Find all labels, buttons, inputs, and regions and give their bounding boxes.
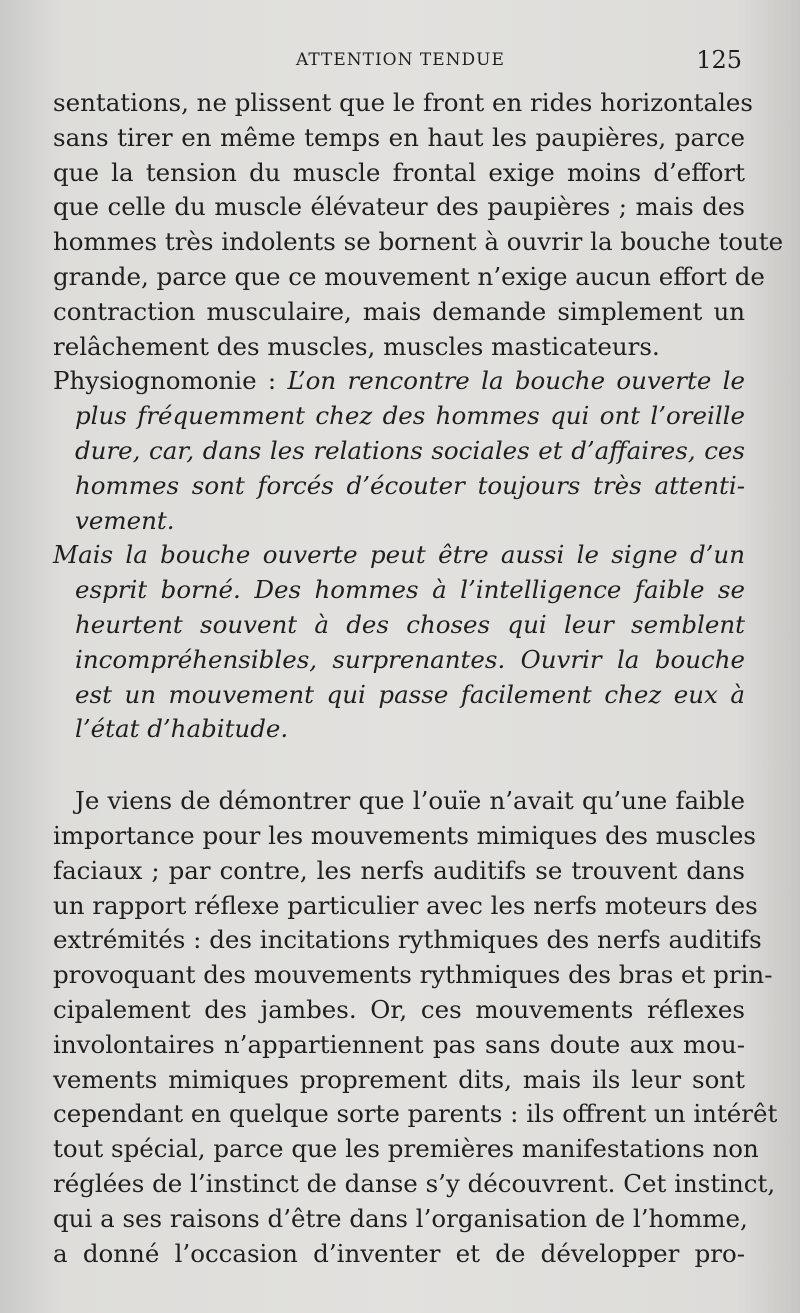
- paragraph-italic: [53, 538, 745, 747]
- text-line: importance pour les mouvements mimiques des muscles: [53, 820, 756, 850]
- text-line: contraction musculaire, mais demande simplement un: [53, 296, 745, 326]
- page-header: [0, 46, 800, 76]
- text-line: tout spécial, parce que les premières manifestations non: [53, 1134, 759, 1164]
- text-line: a donné l’occasion d’inventer et de développer pro-: [53, 1238, 745, 1268]
- text-line: que la tension du muscle frontal exige moins d’effort: [53, 157, 745, 187]
- paragraph-spacer: [53, 747, 745, 784]
- text-line: relâchement des muscles, muscles masticateurs.: [53, 331, 660, 361]
- text-line: involontaires n’appartiennent pas sans doute aux mou-: [53, 1029, 745, 1059]
- text-line: un rapport réflexe particulier avec les nerfs moteurs des: [53, 890, 758, 920]
- text-line: sans tirer en même temps en haut les paupières, parce: [53, 122, 745, 152]
- text-line: hommes sont forcés d’écouter toujours très attenti-: [75, 470, 745, 500]
- text-line: vement.: [75, 505, 175, 535]
- text-line: sentations, ne plissent que le front en rides horizontales: [53, 88, 753, 117]
- text-line: [53, 364, 745, 399]
- text-line: dure, car, dans les relations sociales et d’affaires, ces: [75, 435, 745, 465]
- text-line: hommes très indolents se bornent à ouvrir la bouche toute: [53, 227, 784, 257]
- text-line: que celle du muscle élévateur des paupières ; mais des: [53, 192, 745, 222]
- section-label: Physiognomonie :: [53, 366, 288, 396]
- text-line: grande, parce que ce mouvement n’exige aucun effort de: [53, 261, 765, 291]
- page-number: 125: [696, 46, 742, 74]
- running-title: ATTENTION TENDUE: [296, 50, 505, 70]
- text-line: faciaux ; par contre, les nerfs auditifs se trouvent dans: [53, 855, 745, 885]
- text-line: réglées de l’instinct de danse s’y découvrent. Cet instinct,: [53, 1168, 776, 1198]
- paragraph-continued: [53, 86, 784, 364]
- text-line: cipalement des jambes. Or, ces mouvements réflexes: [53, 994, 745, 1024]
- text-line: incompréhensibles, surprenantes. Ouvrir la bouche: [75, 644, 745, 674]
- paragraph-main: [53, 784, 778, 1271]
- text-line: cependant en quelque sorte parents : ils offrent un intérêt: [53, 1099, 778, 1129]
- text-line: l’état d’habitude.: [75, 714, 289, 744]
- paragraph-physiognomonie: [53, 364, 745, 538]
- text-line: heurtent souvent à des choses qui leur semblent: [75, 609, 745, 639]
- text-line: vements mimiques proprement dits, mais ils leur sont: [53, 1064, 745, 1094]
- text-line: est un mouvement qui passe facilement chez eux à: [75, 679, 745, 709]
- text-line: plus fréquemment chez des hommes qui ont l’oreille: [75, 401, 745, 431]
- text-line: Mais la bouche ouverte peut être aussi le signe d’un: [53, 540, 745, 570]
- page-body: [53, 86, 784, 1271]
- text-line: extrémités : des incitations rythmiques des nerfs auditifs: [53, 925, 762, 955]
- text-line: qui a ses raisons d’être dans l’organisation de l’homme,: [53, 1203, 748, 1233]
- italic-text: L’on rencontre la bouche ouverte le: [287, 366, 745, 396]
- text-line: provoquant des mouvements rythmiques des bras et prin-: [53, 960, 773, 990]
- text-line: esprit borné. Des hommes à l’intelligence faible se: [75, 575, 745, 605]
- text-line: Je viens de démontrer que l’ouïe n’avait qu’une faible: [75, 786, 745, 816]
